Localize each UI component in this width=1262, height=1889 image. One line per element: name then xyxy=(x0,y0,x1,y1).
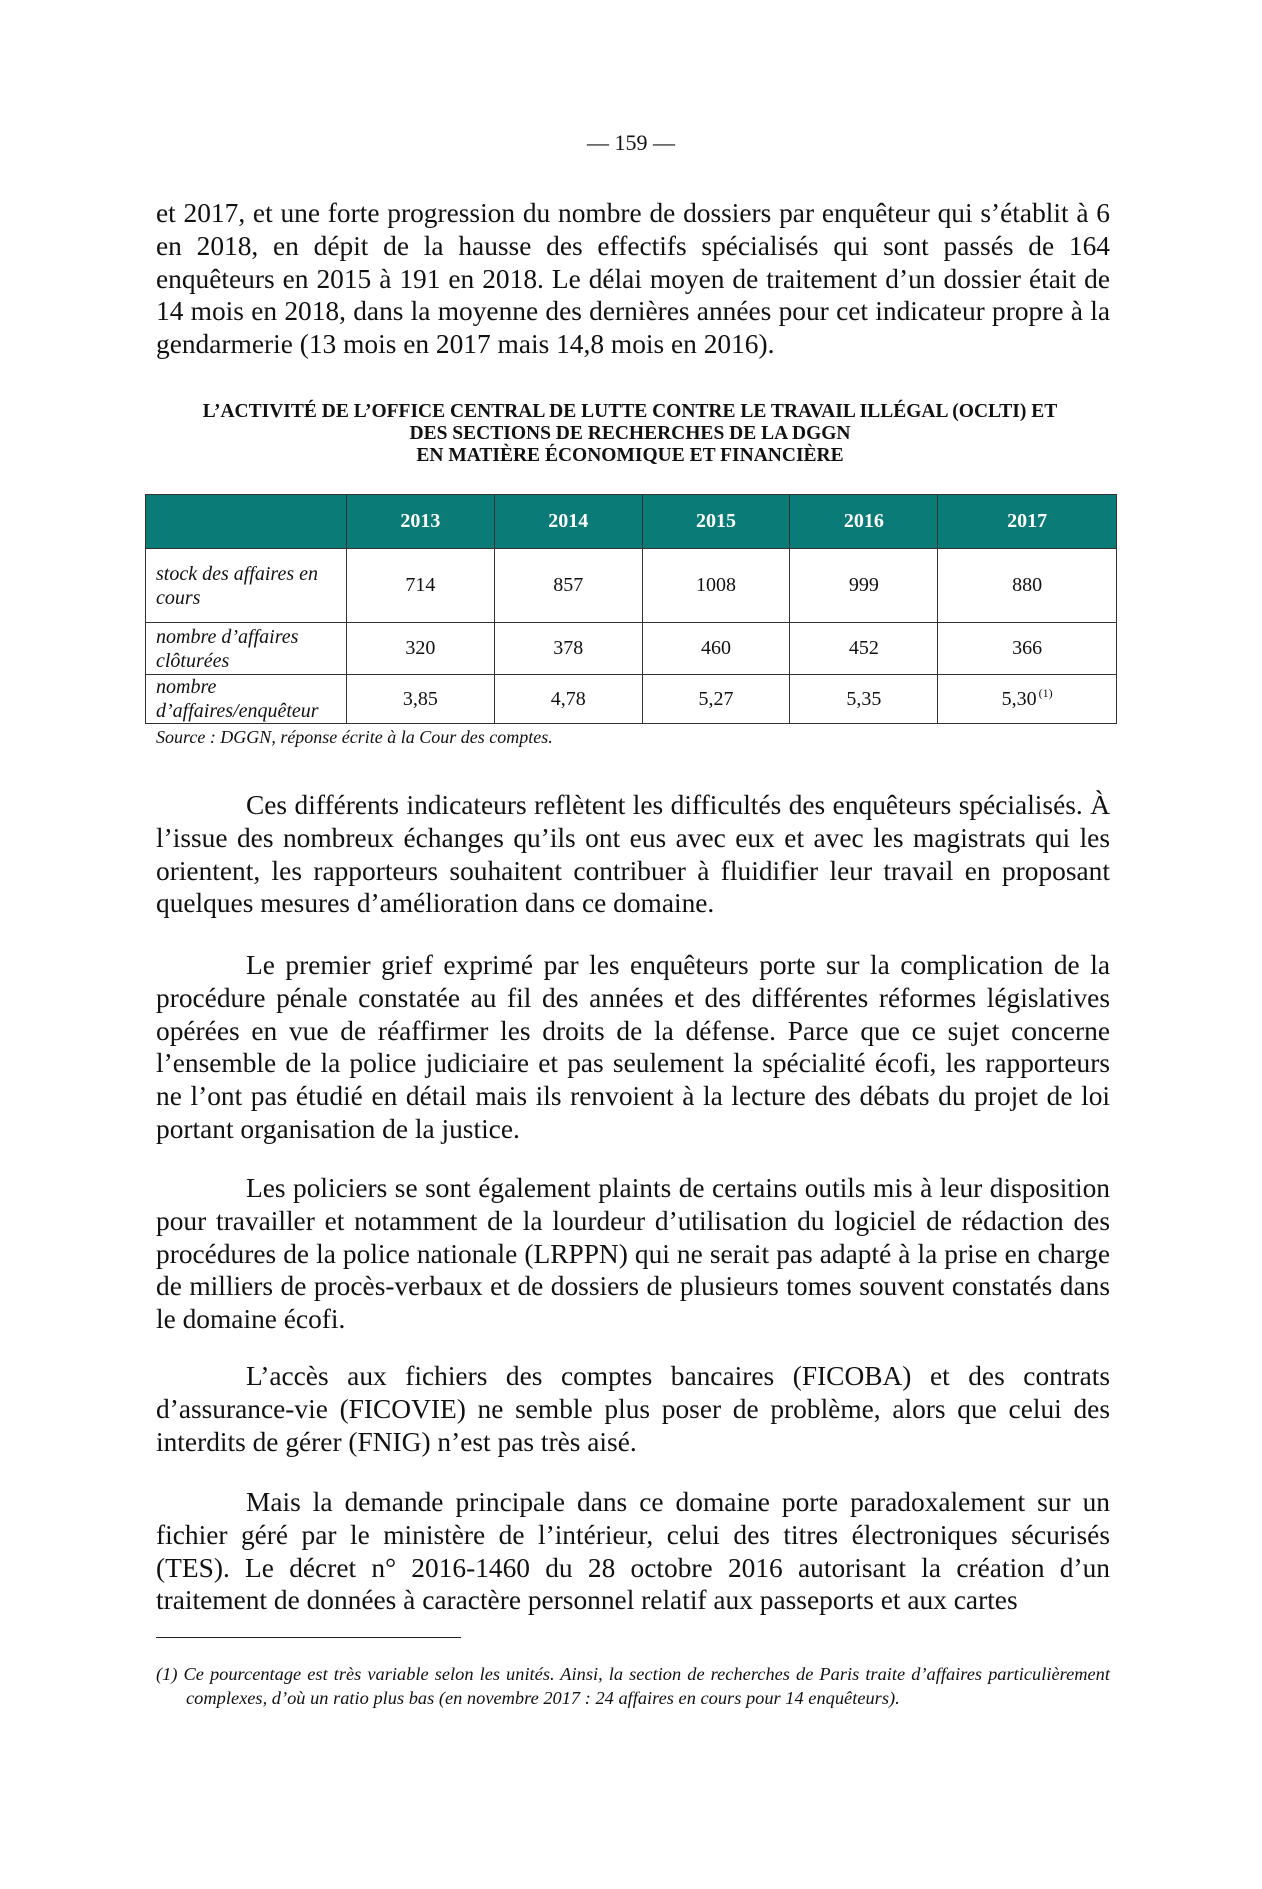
table-cell: 714 xyxy=(347,549,495,623)
paragraph-4-text: Les policiers se sont également plaints de certains outils mis à leur disposition pour travailler et notamment de la lourdeur d’utilisation du logiciel de rédaction des procédures de la police nationale (LRPPN) qui ne serait pas adapté à la prise en charge de milliers de procès-verbaux et de dossiers de plusieurs tomes souvent constatés dans le domaine écofi. xyxy=(156,1173,1110,1335)
table-row xyxy=(146,623,1117,675)
paragraph-4 xyxy=(156,1172,1110,1336)
row-label: nombre d’affaires clôturées xyxy=(146,623,347,675)
header-cell-2015: 2015 xyxy=(642,495,790,549)
paragraph-2 xyxy=(156,789,1110,920)
header-cell-empty xyxy=(146,495,347,549)
table-cell: 452 xyxy=(790,623,938,675)
paragraph-3 xyxy=(156,949,1110,1146)
table-cell: 4,78 xyxy=(494,675,642,724)
footnote-divider xyxy=(156,1637,461,1638)
table-title-line-1: L’ACTIVITÉ DE L’OFFICE CENTRAL DE LUTTE CONTRE LE TRAVAIL ILLÉGAL (OCLTI) ET xyxy=(202,401,1058,422)
table-cell: 5,27 xyxy=(642,675,790,724)
paragraph-1 xyxy=(156,197,1110,361)
table-title-line-3: EN MATIÈRE ÉCONOMIQUE ET FINANCIÈRE xyxy=(416,445,844,466)
table-cell: 857 xyxy=(494,549,642,623)
page-number: — 159 — xyxy=(587,130,675,155)
table-cell: 5,35 xyxy=(790,675,938,724)
header-cell-2017: 2017 xyxy=(938,495,1117,549)
table-cell: 880 xyxy=(938,549,1117,623)
table-row xyxy=(146,675,1117,724)
table-cell: 460 xyxy=(642,623,790,675)
table-cell: 378 xyxy=(494,623,642,675)
activity-table xyxy=(145,494,1117,724)
row-label: stock des affaires en cours xyxy=(146,549,347,623)
table-title xyxy=(130,401,1130,467)
paragraph-1-text: et 2017, et une forte progression du nombre de dossiers par enquêteur qui s’établit à 6 en 2018, en dépit de la hausse des effectifs spécialisés qui sont passés de 164 enquêteurs en 2015 à 191 en 2018. Le délai moyen de traitement d’un dossier était de 14 mois en 2018, dans la moyenne des dernières années pour cet indicateur propre à la gendarmerie (13 mois en 2017 mais 14,8 mois en 2016). xyxy=(156,198,1110,360)
table-cell xyxy=(938,675,1117,724)
header-cell-2016: 2016 xyxy=(790,495,938,549)
cell-value: 5,30 xyxy=(1001,687,1037,710)
paragraph-6-text: Mais la demande principale dans ce domaine porte paradoxalement sur un fichier géré par le ministère de l’intérieur, celui des titres électroniques sécurisés (TES). Le décret n° 2016-1460 du 28 octobre 2016 autorisant la création d’un traitement de données à caractère personnel relatif aux passeports et aux cartes xyxy=(156,1487,1110,1616)
table-cell: 366 xyxy=(938,623,1117,675)
table-cell: 320 xyxy=(347,623,495,675)
paragraph-5 xyxy=(156,1360,1110,1458)
paragraph-3-text: Le premier grief exprimé par les enquêteurs porte sur la complication de la procédure pénale constatée au fil des années et des différentes réformes législatives opérées en vue de réaffirmer les droits de la défense. Parce que ce sujet concerne l’ensemble de la police judiciaire et pas seulement la spécialité écofi, les rapporteurs ne l’ont pas étudié en détail mais ils renvoient à la lecture des débats du projet de loi portant organisation de la justice. xyxy=(156,950,1110,1144)
header-cell-2014: 2014 xyxy=(494,495,642,549)
table-row xyxy=(146,549,1117,623)
table-cell: 999 xyxy=(790,549,938,623)
paragraph-2-text: Ces différents indicateurs reflètent les difficultés des enquêteurs spécialisés. À l’issue des nombreux échanges qu’ils ont eus avec eux et avec les magistrats qui les orientent, les rapporteurs souhaitent contribuer à fluidifier leur travail en proposant quelques mesures d’amélioration dans ce domaine. xyxy=(156,790,1110,919)
table-title-line-2: DES SECTIONS DE RECHERCHES DE LA DGGN xyxy=(409,423,851,444)
table-header-row xyxy=(146,495,1117,549)
header-cell-2013: 2013 xyxy=(347,495,495,549)
table-cell: 3,85 xyxy=(347,675,495,724)
row-label: nombre d’affaires/enquêteur xyxy=(146,675,347,724)
paragraph-5-text: L’accès aux fichiers des comptes bancaires (FICOBA) et des contrats d’assurance-vie (FICOVIE) ne semble plus poser de problème, alors que celui des interdits de gérer (FNIG) n’est pas très aisé. xyxy=(156,1361,1110,1457)
table-source: Source : DGGN, réponse écrite à la Cour des comptes. xyxy=(156,727,553,747)
footnote-reference[interactable]: (1) xyxy=(1038,685,1053,700)
footnote: (1) Ce pourcentage est très variable selon les unités. Ainsi, la section de recherches de Paris traite d’affaires particulièrement complexes, d’où un ratio plus bas (en novembre 2017 : 24 affaires en cours pour 14 enquêteurs). xyxy=(156,1664,1110,1708)
paragraph-6 xyxy=(156,1486,1110,1617)
table-cell: 1008 xyxy=(642,549,790,623)
